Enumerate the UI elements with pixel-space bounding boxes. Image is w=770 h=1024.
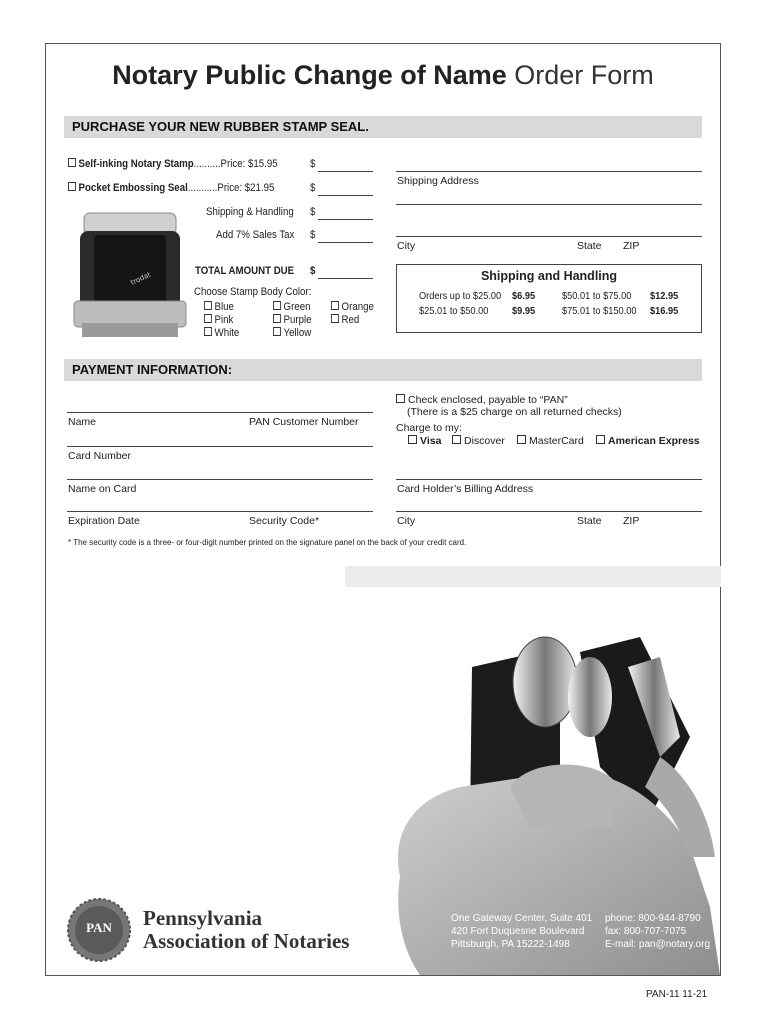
returned-check-note: (There is a $25 charge on all returned checks) bbox=[407, 406, 622, 418]
color-option-green[interactable]: Green bbox=[273, 301, 310, 313]
checkbox-icon[interactable] bbox=[273, 314, 281, 323]
security-code-footnote: * The security code is a three- or four-digit number printed on the signature panel on the back of your credit card. bbox=[68, 538, 467, 547]
dollar-sign: $ bbox=[310, 158, 316, 170]
shipping-rates-heading: Shipping and Handling bbox=[480, 269, 618, 283]
card-number-field[interactable] bbox=[67, 446, 373, 447]
phone-number: phone: 800-944-8790 bbox=[605, 913, 701, 924]
billing-state-label: State bbox=[577, 515, 602, 527]
shipping-amount-field[interactable] bbox=[318, 219, 373, 220]
checkbox-icon[interactable] bbox=[204, 314, 212, 323]
shipping-address-field[interactable] bbox=[396, 171, 702, 172]
checkbox-icon[interactable] bbox=[273, 301, 281, 310]
address-line: 420 Fort Duquesne Boulevard bbox=[451, 926, 585, 937]
address-line: Pittsburgh, PA 15222-1498 bbox=[451, 939, 570, 950]
name-on-card-field[interactable] bbox=[67, 479, 373, 480]
shipping-handling-label: Shipping & Handling bbox=[206, 206, 294, 218]
shipping-address-line2-field[interactable] bbox=[396, 204, 702, 205]
billing-city-label: City bbox=[397, 515, 416, 527]
name-on-card-label: Name on Card bbox=[68, 483, 137, 495]
color-option-yellow[interactable]: Yellow bbox=[273, 327, 311, 339]
purchase-section-heading: PURCHASE YOUR NEW RUBBER STAMP SEAL. bbox=[64, 116, 702, 138]
address-line: One Gateway Center, Suite 401 bbox=[451, 913, 593, 924]
checkbox-icon[interactable] bbox=[596, 435, 605, 444]
security-code-label: Security Code* bbox=[249, 515, 320, 527]
org-address bbox=[451, 912, 592, 951]
rate-price: $6.95 bbox=[512, 290, 536, 302]
color-option-orange[interactable]: Orange bbox=[331, 301, 374, 313]
svg-text:trodat: trodat bbox=[129, 270, 153, 287]
card-number-label: Card Number bbox=[68, 450, 132, 462]
checkbox-icon[interactable] bbox=[408, 435, 417, 444]
card-option-discover[interactable]: Discover bbox=[452, 435, 505, 447]
rate-price: $16.95 bbox=[650, 305, 679, 317]
form-code: PAN-11 11-21 bbox=[646, 989, 708, 1000]
rate-range: Orders up to $25.00 bbox=[419, 290, 502, 302]
color-option-blue[interactable]: Blue bbox=[204, 301, 234, 313]
sales-tax-label: Add 7% Sales Tax bbox=[216, 229, 295, 241]
embossing-seal-option[interactable]: Pocket Embossing Seal...........Price: $21.95 bbox=[68, 182, 274, 194]
rate-price: $12.95 bbox=[650, 290, 679, 302]
checkbox-icon[interactable] bbox=[204, 327, 212, 336]
card-option-amex[interactable]: American Express bbox=[596, 435, 700, 447]
color-choice-heading: Choose Stamp Body Color: bbox=[194, 286, 312, 298]
payment-section-heading: PAYMENT INFORMATION: bbox=[64, 359, 702, 381]
total-amount-field[interactable] bbox=[318, 278, 373, 279]
checkbox-icon[interactable] bbox=[396, 394, 405, 403]
org-name-line1: Pennsylvania bbox=[143, 906, 263, 930]
item2-amount-field[interactable] bbox=[318, 195, 373, 196]
total-amount-label: TOTAL AMOUNT DUE bbox=[195, 265, 295, 277]
billing-address-label: Card Holder’s Billing Address bbox=[397, 483, 534, 495]
shipping-city-label: City bbox=[397, 240, 416, 252]
billing-zip-label: ZIP bbox=[623, 515, 640, 527]
checkbox-icon[interactable] bbox=[452, 435, 461, 444]
tax-amount-field[interactable] bbox=[318, 242, 373, 243]
customer-number-label: PAN Customer Number bbox=[249, 416, 359, 428]
color-option-red[interactable]: Red bbox=[331, 314, 359, 326]
checkbox-icon[interactable] bbox=[68, 182, 76, 191]
checkbox-icon[interactable] bbox=[331, 301, 339, 310]
billing-address-field[interactable] bbox=[396, 479, 702, 480]
checkbox-icon[interactable] bbox=[331, 314, 339, 323]
pan-logo-text: PAN bbox=[86, 920, 112, 935]
dollar-sign: $ bbox=[310, 229, 316, 241]
checkbox-icon[interactable] bbox=[204, 301, 212, 310]
org-contact bbox=[605, 912, 710, 951]
fax-number: fax: 800-707-7075 bbox=[605, 926, 687, 937]
checkbox-icon[interactable] bbox=[517, 435, 526, 444]
card-option-mastercard[interactable]: MasterCard bbox=[517, 435, 584, 447]
expiration-field[interactable] bbox=[67, 511, 373, 512]
dollar-sign: $ bbox=[310, 182, 316, 194]
rate-range: $50.01 to $75.00 bbox=[562, 290, 632, 302]
decorative-band bbox=[345, 566, 721, 587]
card-option-visa[interactable]: Visa bbox=[408, 435, 441, 447]
item1-amount-field[interactable] bbox=[318, 171, 373, 172]
shipping-zip-label: ZIP bbox=[623, 240, 640, 252]
name-label: Name bbox=[68, 416, 97, 428]
color-option-pink[interactable]: Pink bbox=[204, 314, 233, 326]
billing-city-field[interactable] bbox=[396, 511, 702, 512]
expiration-label: Expiration Date bbox=[68, 515, 140, 527]
email-link[interactable]: E-mail: pan@notary.org bbox=[605, 939, 711, 950]
rate-price: $9.95 bbox=[512, 305, 536, 317]
self-inking-stamp-option[interactable]: Self-inking Notary Stamp..........Price: $15.95 bbox=[68, 158, 278, 170]
rate-range: $25.01 to $50.00 bbox=[419, 305, 489, 317]
shipping-state-label: State bbox=[577, 240, 602, 252]
check-enclosed-option[interactable]: Check enclosed, payable to “PAN” bbox=[396, 394, 568, 406]
charge-to-label: Charge to my: bbox=[396, 422, 462, 434]
shipping-address-label: Shipping Address bbox=[397, 175, 479, 187]
org-name-line2: Association of Notaries bbox=[143, 929, 350, 953]
rate-range: $75.01 to $150.00 bbox=[562, 305, 637, 317]
name-field[interactable] bbox=[67, 412, 373, 413]
checkbox-icon[interactable] bbox=[68, 158, 76, 167]
shipping-city-field[interactable] bbox=[396, 236, 702, 237]
page-title: Notary Public Change of Name Order Form bbox=[112, 60, 654, 90]
self-inking-stamp-image bbox=[70, 205, 190, 345]
checkbox-icon[interactable] bbox=[273, 327, 281, 336]
color-option-white[interactable]: White bbox=[204, 327, 239, 339]
dollar-sign: $ bbox=[310, 206, 316, 218]
dollar-sign: $ bbox=[310, 265, 316, 277]
color-option-purple[interactable]: Purple bbox=[273, 314, 312, 326]
